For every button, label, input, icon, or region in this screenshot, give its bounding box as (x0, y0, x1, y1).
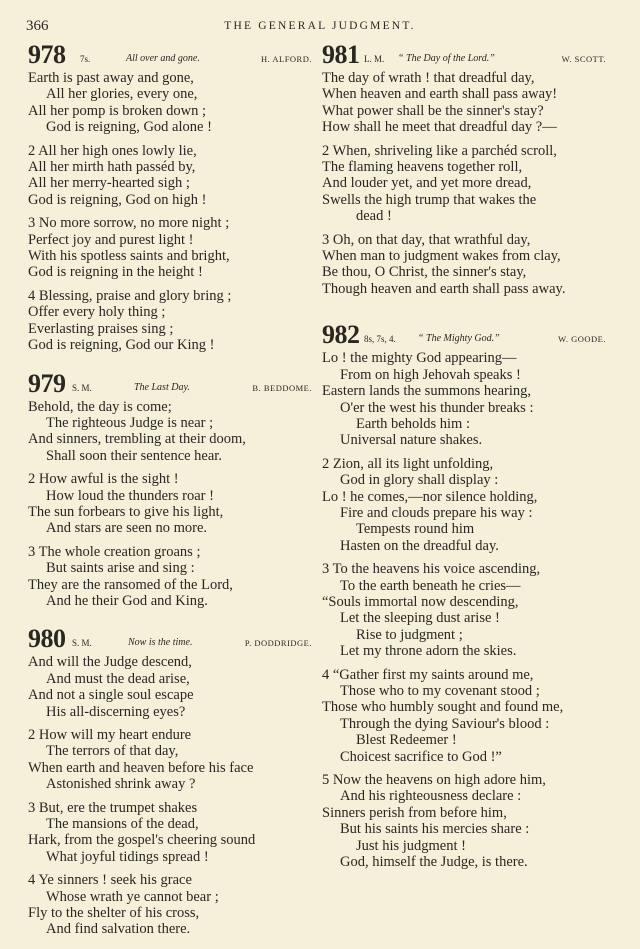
verse-line: Swells the high trump that wakes the (322, 191, 537, 208)
stanza (28, 544, 312, 610)
stanza (322, 456, 606, 554)
verse-line: 3 The whole creation groans ; (28, 543, 201, 560)
verse-line: Choicest sacrifice to God !” (340, 748, 502, 765)
stanza (28, 288, 312, 354)
hymn-meter: 7s. (80, 54, 91, 64)
verse-line: Sinners perish from before him, (322, 804, 507, 821)
hymn-982 (322, 322, 606, 870)
verse-line: The righteous Judge is near ; (46, 414, 214, 431)
verse-line: Hasten on the dreadful day. (340, 537, 499, 554)
verse-line: “Souls immortal now descending, (322, 593, 519, 610)
hymn-header (322, 42, 606, 68)
verse-line: 2 How awful is the sight ! (28, 471, 179, 488)
stanza (28, 800, 312, 866)
verse-line: 2 All her high ones lowly lie, (28, 142, 197, 159)
hymn-header (28, 626, 312, 652)
hymn-tune: All over and gone. (126, 53, 200, 64)
hymn-tune: “ The Mighty God.” (418, 333, 500, 345)
hymn-author: W. SCOTT. (561, 54, 606, 64)
verse-line: Tempests round him (356, 521, 475, 538)
verse-line: And must the dead arise, (46, 670, 190, 687)
verse-line: 3 No more sorrow, no more night ; (28, 215, 230, 232)
verse-line: Universal nature shakes. (340, 432, 483, 449)
verse-line: God, himself the Judge, is there. (340, 854, 528, 871)
verse-line: What joyful tidings spread ! (46, 848, 209, 865)
hymn-header (322, 322, 606, 348)
verse-line: Hark, from the gospel's cheering sound (28, 832, 256, 849)
verse-line: Let the sleeping dust arise ! (340, 610, 500, 627)
verse-line: 3 To the heavens his voice ascending, (322, 561, 541, 578)
verse-line: But saints arise and sing : (46, 560, 195, 577)
verse-line: Astonished shrink away ? (46, 776, 196, 793)
verse-line: Whose wrath ye cannot bear ; (46, 888, 219, 905)
verse-line: Let my throne adorn the skies. (340, 643, 517, 660)
verse-line: Just his judgment ! (356, 837, 466, 854)
left-column (28, 42, 312, 945)
verse-line: How loud the thunders roar ! (46, 487, 214, 504)
verse-line: 4 Ye sinners ! seek his grace (28, 872, 192, 889)
verse-line: The sun forbears to give his light, (28, 503, 224, 520)
verse-line: All her glories, every one, (46, 86, 198, 103)
hymn-978 (28, 42, 312, 354)
verse-line: Shall soon their sentence hear. (46, 447, 222, 464)
verse-line: And stars are seen no more. (46, 520, 208, 537)
stanza (322, 70, 606, 136)
verse-line: How shall he meet that dreadful day ?— (322, 119, 557, 136)
hymn-number: 978 (28, 40, 66, 69)
stanza (322, 350, 606, 448)
verse-line: With his spotless saints and bright, (28, 248, 230, 265)
hymn-tune: “ The Day of the Lord.” (398, 53, 495, 64)
stanza (322, 772, 606, 870)
stanza (322, 143, 606, 225)
verse-line: Lo ! the mighty God appearing— (322, 350, 517, 367)
verse-line: Earth beholds him : (356, 415, 470, 432)
stanza (28, 143, 312, 209)
verse-line: When man to judgment wakes from clay, (322, 248, 561, 265)
hymn-header (28, 42, 312, 68)
verse-line: But his saints his mercies share : (340, 821, 530, 838)
verse-line: O'er the west his thunder breaks : (340, 399, 534, 416)
verse-line: 5 Now the heavens on high adore him, (322, 772, 546, 789)
hymn-979 (28, 368, 312, 610)
verse-line: And louder yet, and yet more dread, (322, 175, 532, 192)
hymn-number: 982 (322, 320, 360, 350)
verse-line: All her pomp is broken down ; (28, 102, 207, 119)
verse-line: From on high Jehovah speaks ! (340, 366, 521, 383)
stanza (28, 872, 312, 938)
verse-line: Through the dying Saviour's blood : (340, 715, 550, 732)
verse-line: Fly to the shelter of his cross, (28, 905, 200, 922)
verse-line: Rise to judgment ; (356, 626, 463, 643)
verse-line: Behold, the day is come; (28, 398, 172, 415)
verse-line: Eastern lands the summons hearing, (322, 383, 531, 400)
verse-line: And sinners, trembling at their doom, (28, 431, 246, 448)
verse-line: 2 When, shriveling like a parchéd scroll, (322, 142, 557, 159)
stanza (28, 471, 312, 537)
stanza (28, 399, 312, 465)
stanza (28, 654, 312, 720)
verse-line: All her merry-hearted sigh ; (28, 175, 190, 192)
verse-line: When heaven and earth shall pass away! (322, 86, 558, 103)
hymn-number: 981 (322, 40, 360, 69)
stanza (322, 232, 606, 298)
stanza (28, 70, 312, 136)
verse-line: God in glory shall display : (340, 472, 499, 489)
verse-line: God is reigning, God our King ! (28, 337, 215, 354)
hymn-author: W. GOODE. (558, 334, 606, 345)
hymn-981 (322, 42, 606, 297)
verse-line: Lo ! he comes,—nor silence holding, (322, 488, 538, 505)
verse-line: Those who humbly sought and found me, (322, 699, 564, 716)
hymn-meter: L. M. (364, 54, 385, 64)
hymn-meter: S. M. (72, 382, 92, 393)
verse-line: Everlasting praises sing ; (28, 320, 174, 337)
verse-line: Perfect joy and purest light ! (28, 231, 194, 248)
verse-line: Earth is past away and gone, (28, 70, 194, 86)
verse-line: To the earth beneath he cries— (340, 577, 521, 594)
stanza (28, 727, 312, 793)
verse-line: 3 Oh, on that day, that wrathful day, (322, 231, 531, 248)
verse-line: They are the ransomed of the Lord, (28, 576, 233, 593)
hymn-author: B. BEDDOME. (252, 382, 312, 393)
verse-line: dead ! (356, 208, 392, 225)
verse-line: Those who to my covenant stood ; (340, 683, 540, 699)
running-head: THE GENERAL JUDGMENT. (224, 20, 416, 32)
hymn-header (28, 368, 312, 398)
verse-line: And he their God and King. (46, 592, 208, 609)
verse-line: What power shall be the sinner's stay? (322, 102, 544, 119)
stanza (28, 215, 312, 281)
verse-line: The mansions of the dead, (46, 816, 199, 833)
verse-line: 3 But, ere the trumpet shakes (28, 799, 198, 816)
verse-line: Offer every holy thing ; (28, 304, 166, 321)
verse-line: And find salvation there. (46, 921, 191, 938)
hymn-number: 980 (28, 624, 66, 654)
verse-line: And not a single soul escape (28, 687, 194, 704)
verse-line: All her mirth hath passéd by, (28, 159, 196, 176)
stanza (322, 561, 606, 659)
hymn-tune: The Last Day. (134, 381, 190, 393)
verse-line: Be thou, O Christ, the sinner's stay, (322, 264, 527, 281)
verse-line: And will the Judge descend, (28, 654, 192, 671)
verse-line: His all-discerning eyes? (46, 703, 186, 720)
verse-line: 4 “Gather first my saints around me, (322, 666, 534, 683)
verse-line: The day of wrath ! that dreadful day, (322, 70, 535, 86)
verse-line: Fire and clouds prepare his way : (340, 504, 533, 521)
verse-line: 2 Zion, all its light unfolding, (322, 455, 494, 472)
verse-line: Though heaven and earth shall pass away. (322, 280, 566, 297)
hymn-meter: S. M. (72, 638, 92, 649)
verse-line: The terrors of that day, (46, 743, 179, 760)
verse-line: Blest Redeemer ! (356, 732, 457, 749)
hymn-number: 979 (28, 368, 66, 398)
verse-line: When earth and heaven before his face (28, 759, 254, 776)
page-number: 366 (26, 18, 49, 34)
verse-line: And his righteousness declare : (340, 788, 522, 805)
verse-line: The flaming heavens together roll, (322, 159, 523, 176)
hymn-meter: 8s, 7s, 4. (364, 334, 396, 345)
stanza (322, 667, 606, 765)
hymn-980 (28, 626, 312, 938)
verse-line: 2 How will my heart endure (28, 727, 192, 743)
hymn-tune: Now is the time. (128, 637, 193, 649)
hymn-author: P. DODDRIDGE. (244, 638, 312, 649)
verse-line: God is reigning, God on high ! (28, 191, 207, 208)
right-column (322, 42, 606, 877)
verse-line: 4 Blessing, praise and glory bring ; (28, 287, 232, 304)
verse-line: God is reigning, God alone ! (46, 119, 212, 136)
verse-line: God is reigning in the height ! (28, 264, 203, 281)
hymn-author: H. ALFORD. (260, 54, 312, 64)
